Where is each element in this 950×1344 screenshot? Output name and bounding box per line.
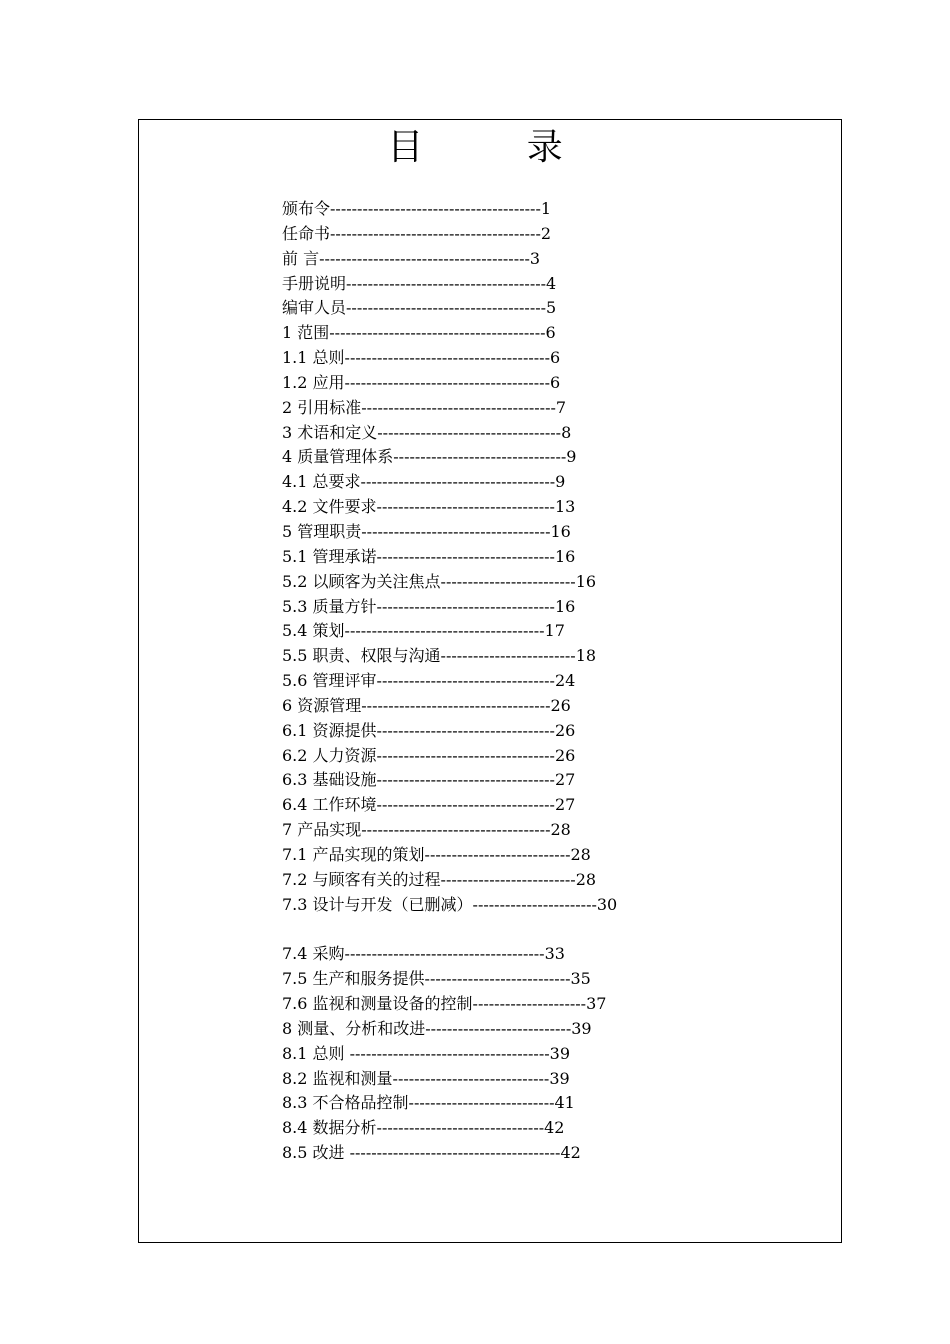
toc-entry: 6.1 资源提供---------------------------------26: [282, 720, 576, 740]
toc-entry: 7.4 采购-------------------------------------33: [282, 944, 565, 964]
toc-entry: 2 引用标准------------------------------------7: [282, 397, 567, 417]
toc-entry: 7.6 监视和测量设备的控制---------------------37: [282, 994, 607, 1013]
toc-entry: 5.6 管理评审---------------------------------24: [282, 671, 576, 691]
toc-entry: 1.1 总则--------------------------------------6: [282, 348, 561, 368]
toc-entry: 4.1 总要求------------------------------------9: [282, 472, 566, 492]
toc-entry: 8.1 总则 -------------------------------------39: [282, 1043, 571, 1063]
toc-entry: 4.2 文件要求---------------------------------13: [282, 497, 576, 517]
toc-entry: 任命书---------------------------------------2: [282, 223, 552, 243]
toc-entry: 5.1 管理承诺---------------------------------16: [282, 546, 576, 566]
toc-entry: 7.5 生产和服务提供---------------------------35: [282, 969, 591, 989]
toc-entry: 6 资源管理-----------------------------------26: [282, 695, 571, 715]
toc-entry: 5.4 策划-------------------------------------17: [282, 621, 565, 641]
toc-entry: 7.1 产品实现的策划---------------------------28: [282, 844, 591, 864]
toc-title: 目 录: [387, 127, 609, 168]
toc-entry: 8.2 监视和测量-----------------------------39: [282, 1068, 570, 1088]
toc-entry: 8.5 改进 ---------------------------------------42: [282, 1143, 581, 1163]
toc-entry: 编审人员-------------------------------------5: [282, 298, 557, 318]
toc-entry: 8.4 数据分析-------------------------------42: [282, 1118, 565, 1138]
toc-entry: 7 产品实现-----------------------------------28: [282, 820, 571, 840]
toc-entry: 5.2 以顾客为关注焦点-------------------------16: [282, 571, 597, 591]
toc-entry: 手册说明-------------------------------------4: [282, 273, 557, 293]
toc-entry: 3 术语和定义----------------------------------8: [282, 422, 572, 442]
toc-entry: 5 管理职责-----------------------------------16: [282, 521, 571, 541]
toc-entry: 6.2 人力资源---------------------------------26: [282, 745, 576, 765]
toc-entry: 7.2 与顾客有关的过程-------------------------28: [282, 869, 597, 889]
toc-entry: 4 质量管理体系--------------------------------9: [282, 447, 577, 467]
toc-entry: 1 范围----------------------------------------6: [282, 323, 556, 343]
toc-entry: 颁布令---------------------------------------1: [282, 199, 552, 218]
toc-entry: 5.5 职责、权限与沟通-------------------------18: [282, 646, 597, 666]
toc-entry: 8 测量、分析和改进---------------------------39: [282, 1018, 592, 1038]
table-of-contents: [282, 197, 732, 1166]
toc-entry: 8.3 不合格品控制---------------------------41: [282, 1093, 575, 1113]
toc-entry: 6.4 工作环境---------------------------------27: [282, 795, 576, 815]
toc-entry: 6.3 基础设施---------------------------------27: [282, 770, 576, 790]
toc-entry: 1.2 应用--------------------------------------6: [282, 372, 561, 392]
toc-entry: 7.3 设计与开发（已删减）-----------------------30: [282, 894, 618, 914]
toc-entry: 5.3 质量方针---------------------------------16: [282, 596, 576, 616]
toc-entry: 前 言---------------------------------------3: [282, 248, 541, 268]
